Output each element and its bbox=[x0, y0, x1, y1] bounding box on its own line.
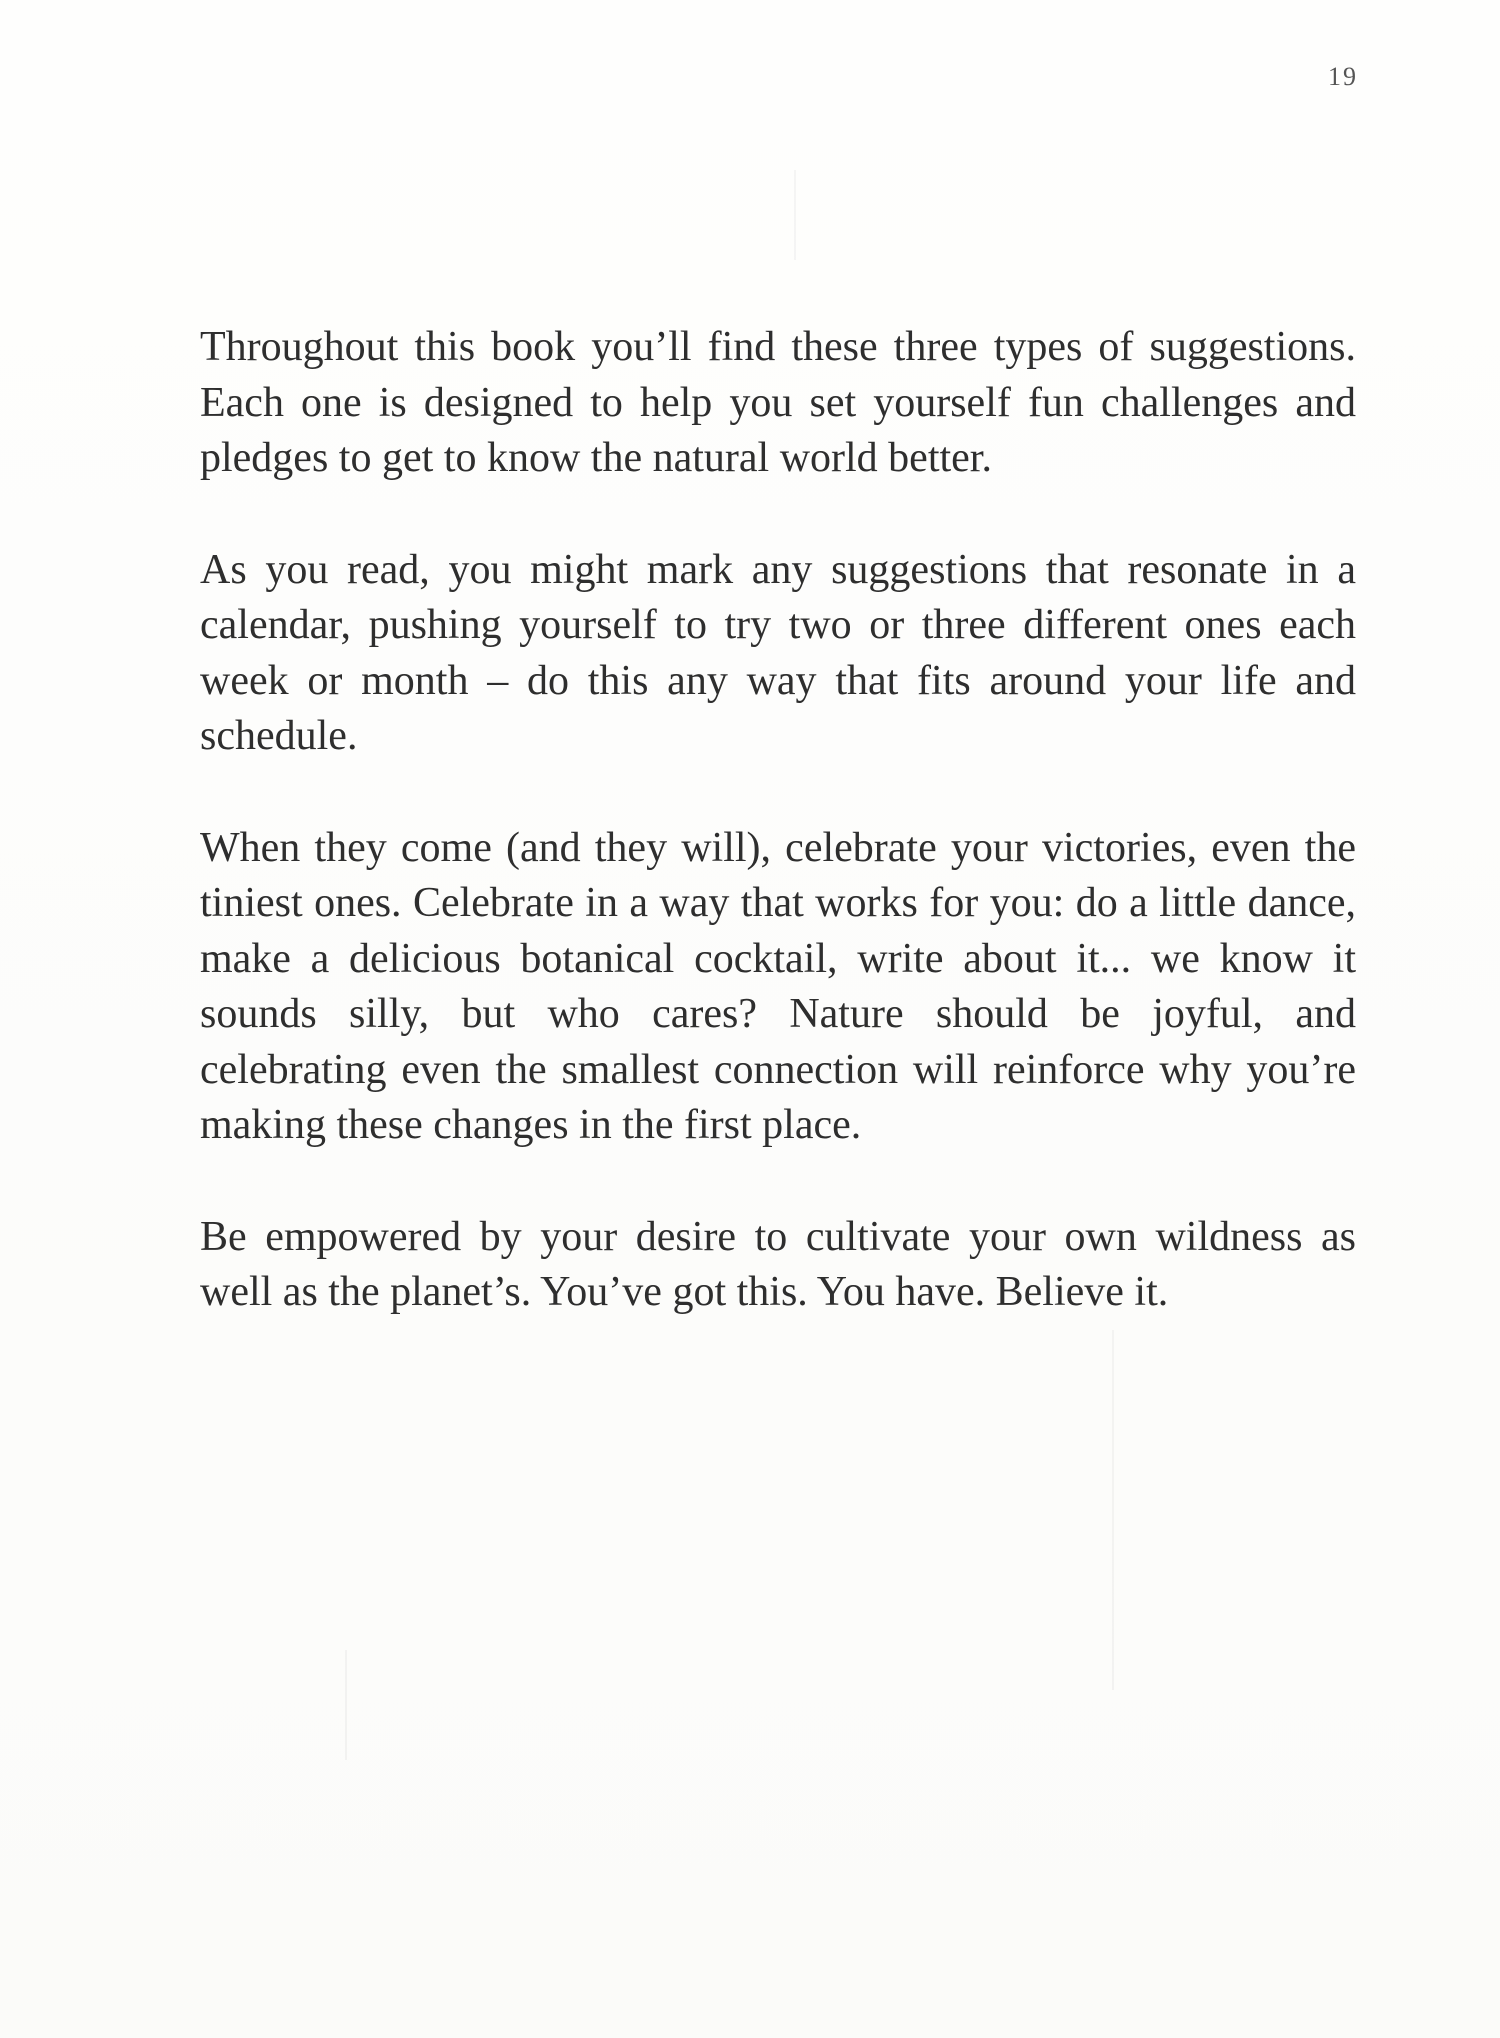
scan-streak bbox=[1112, 1330, 1114, 1690]
body-text bbox=[200, 320, 1356, 1377]
scan-streak bbox=[345, 1650, 347, 1760]
paragraph-calendar: As you read, you might mark any suggestions that resonate in a calendar, pushing yourself to try two or three different ones each week or month – do this any way that fits around your life and schedule. bbox=[200, 546, 1356, 759]
paragraph-empowered: Be empowered by your desire to cultivate your own wildness as well as the planet’s. You’ve got this. You have. Believe it. bbox=[200, 1213, 1356, 1315]
paragraph-celebrate: When they come (and they will), celebrate your victories, even the tiniest ones. Celebrate in a way that works for you: do a little dance, make a delicious botanical cocktail, write about it... we know it sounds silly, but who cares? Nature should be joyful, and celebrating even the smallest connection will reinforce why you’re making these changes in the first place. bbox=[200, 824, 1356, 1148]
paragraph-intro: Throughout this book you’ll find these three types of suggestions. Each one is designed to help you set yourself fun challenges and pledges to get to know the natural world better. bbox=[200, 324, 1356, 481]
scan-streak bbox=[794, 170, 796, 260]
page-number: 19 bbox=[1328, 62, 1358, 91]
